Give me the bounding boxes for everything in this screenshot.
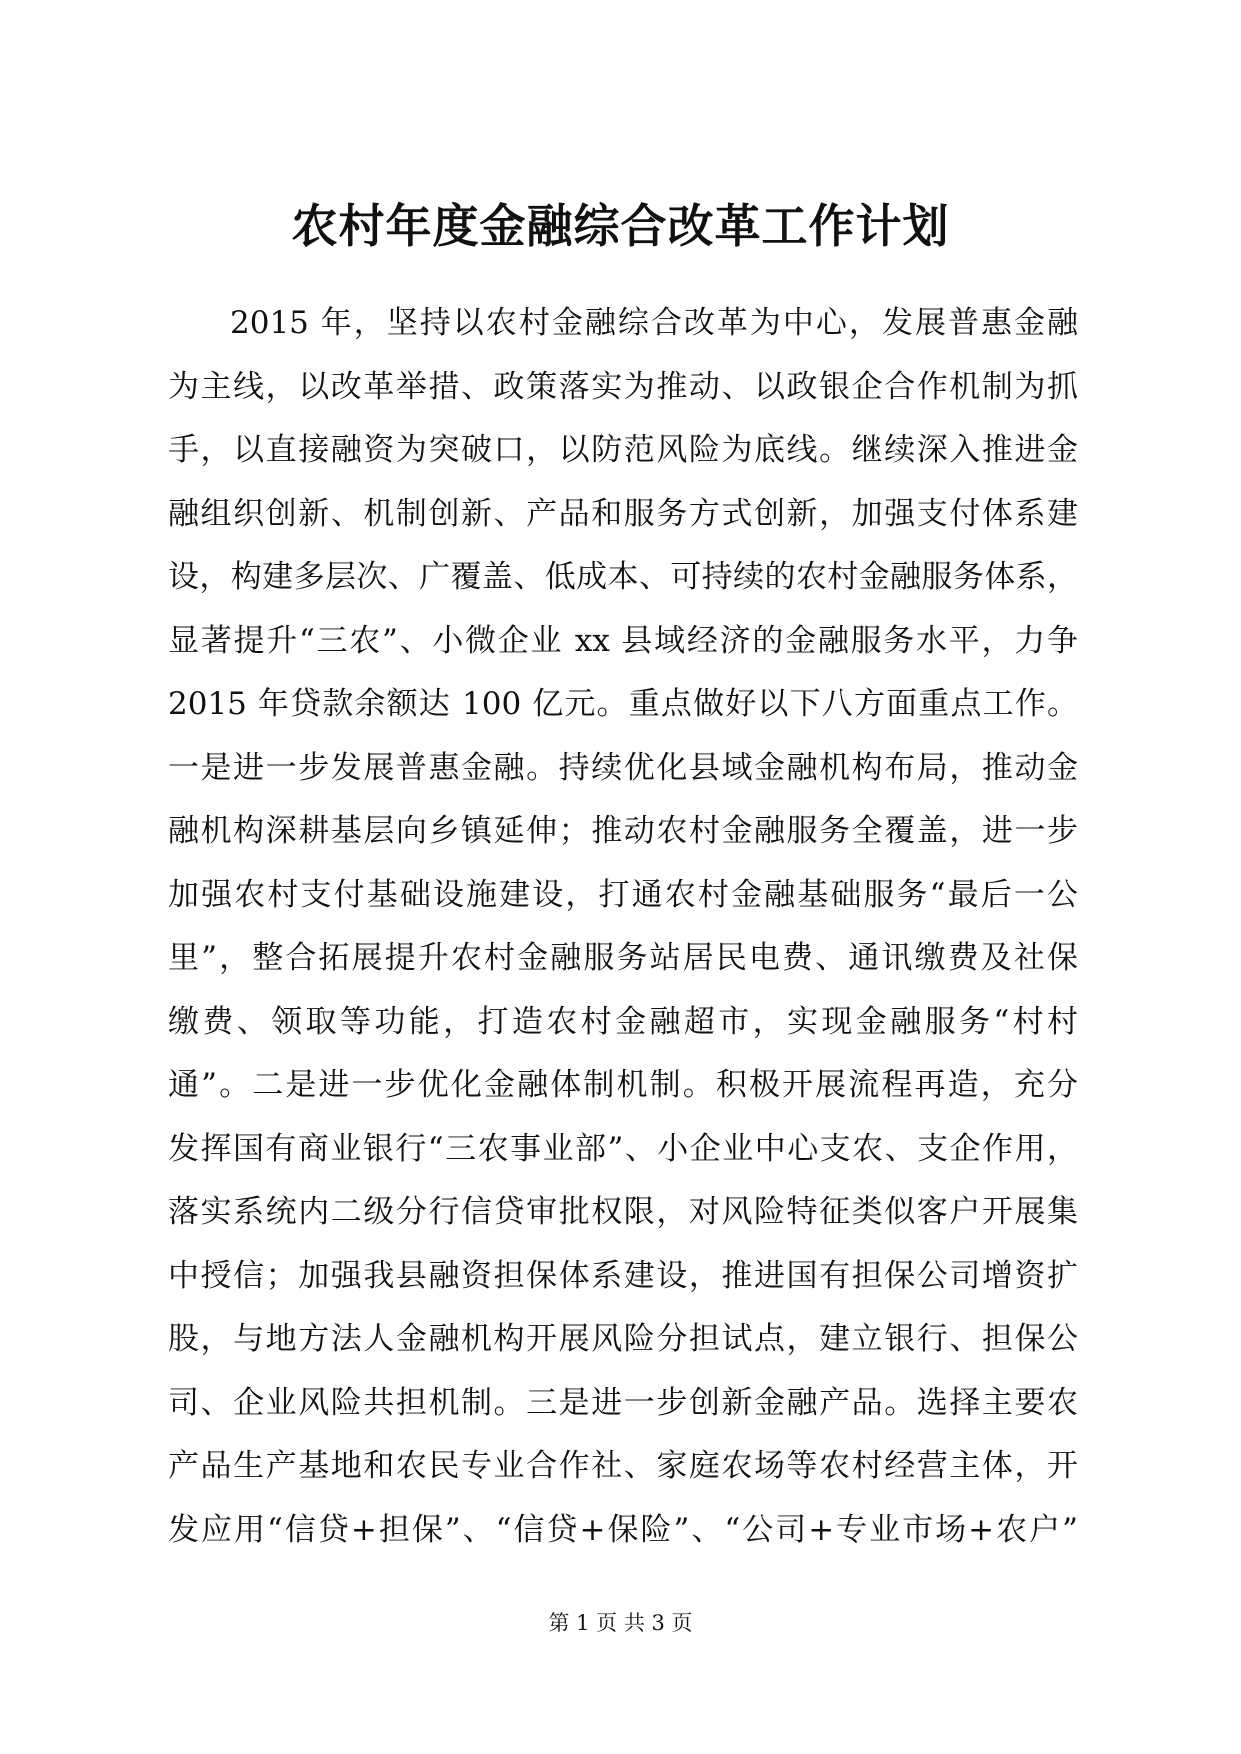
body-line: 设，构建多层次、广覆盖、低成本、可持续的农村金融服务体系， (168, 559, 1078, 595)
body-line: 股，与地方法人金融机构开展风险分担试点，建立银行、担保公 (168, 1321, 1078, 1357)
body-line: 发应用“信贷+担保”、“信贷+保险”、“公司+专业市场+农户” (168, 1511, 1078, 1548)
body-line: 发挥国有商业银行“三农事业部”、小企业中心支农、支企作用， (168, 1130, 1078, 1167)
body-line: 加强农村支付基础设施建设，打通农村金融基础服务“最后一公 (168, 876, 1078, 913)
document-title: 农村年度金融综合改革工作计划 (291, 199, 950, 253)
body-line: 缴费、领取等功能，打造农村金融超市，实现金融服务“村村 (168, 1003, 1078, 1040)
body-line: 司、企业风险共担机制。三是进一步创新金融产品。选择主要农 (168, 1384, 1078, 1421)
body-line: 中授信；加强我县融资担保体系建设，推进国有担保公司增资扩 (168, 1257, 1078, 1294)
document-body (168, 292, 1078, 1562)
body-line: 一是进一步发展普惠金融。持续优化县域金融机构布局，推动金 (168, 749, 1078, 786)
body-line: 手，以直接融资为突破口，以防范风险为底线。继续深入推进金 (168, 432, 1078, 468)
body-line: 为主线，以改革举措、政策落实为推动、以政银企合作机制为抓 (168, 368, 1078, 405)
page-number: 第 1 页 共 3 页 (548, 1611, 693, 1635)
body-line: 融机构深耕基层向乡镇延伸；推动农村金融服务全覆盖，进一步 (168, 813, 1078, 849)
body-line: 显著提升“三农”、小微企业 xx 县域经济的金融服务水平，力争 (168, 622, 1078, 659)
body-line: 里”，整合拓展提升农村金融服务站居民电费、通讯缴费及社保 (168, 940, 1078, 976)
body-line: 产品生产基地和农民专业合作社、家庭农场等农村经营主体，开 (168, 1448, 1078, 1484)
body-line: 通”。二是进一步优化金融体制机制。积极开展流程再造，充分 (168, 1067, 1078, 1103)
body-line: 2015 年，坚持以农村金融综合改革为中心，发展普惠金融 (230, 305, 1078, 341)
body-line: 落实系统内二级分行信贷审批权限，对风险特征类似客户开展集 (168, 1194, 1078, 1230)
body-line: 2015 年贷款余额达 100 亿元。重点做好以下八方面重点工作。 (168, 686, 1078, 722)
body-line: 融组织创新、机制创新、产品和服务方式创新，加强支付体系建 (168, 495, 1078, 532)
